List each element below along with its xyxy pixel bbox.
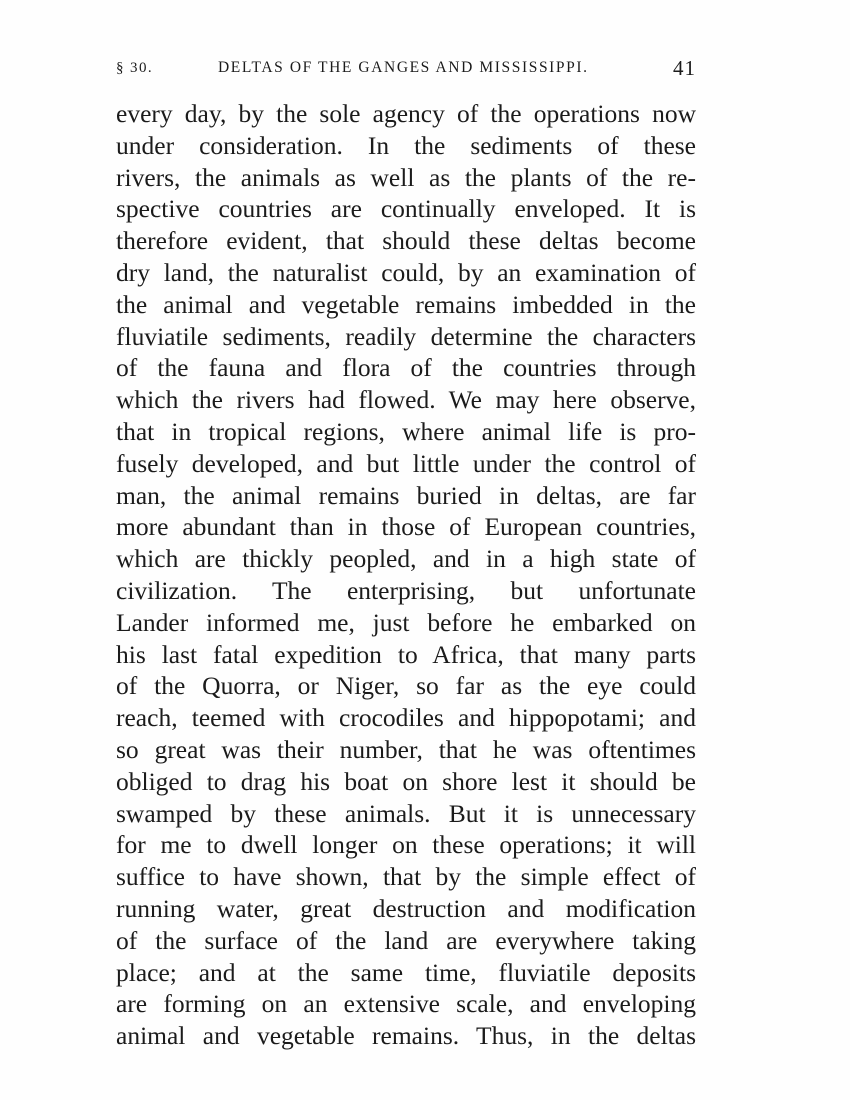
text-line: which are thickly peopled, and in a high state of bbox=[116, 544, 696, 574]
text-line: reach, teemed with crocodiles and hippopotami; and bbox=[116, 703, 696, 733]
text-line: swamped by these animals. But it is unnecessary bbox=[116, 798, 696, 828]
text-line: which the rivers had flowed. We may here observe, bbox=[116, 385, 696, 415]
text-line: of the fauna and flora of the countries through bbox=[116, 353, 696, 383]
text-line: place; and at the same time, fluviatile deposits bbox=[116, 957, 696, 987]
text-line: under consideration. In the sediments of these bbox=[116, 130, 696, 160]
text-line: rivers, the animals as well as the plants of the re- bbox=[116, 162, 696, 192]
text-line: more abundant than in those of European countries, bbox=[116, 512, 696, 542]
text-line: suffice to have shown, that by the simple effect of bbox=[116, 862, 696, 892]
text-line: of the surface of the land are everywhere taking bbox=[116, 925, 696, 955]
text-line: fluviatile sediments, readily determine the characters bbox=[116, 321, 696, 351]
text-line: for me to dwell longer on these operations; it will bbox=[116, 830, 696, 860]
running-title: DELTAS OF THE GANGES AND MISSISSIPPI. bbox=[218, 59, 589, 76]
body-text bbox=[116, 98, 696, 1052]
text-line: dry land, the naturalist could, by an examination of bbox=[116, 257, 696, 287]
text-line: that in tropical regions, where animal life is pro- bbox=[116, 416, 696, 446]
text-line: animal and vegetable remains. Thus, in the deltas bbox=[116, 1021, 696, 1051]
text-line: spective countries are continually enveloped. It is bbox=[116, 194, 696, 224]
text-line: the animal and vegetable remains imbedded in the bbox=[116, 289, 696, 319]
text-line: Lander informed me, just before he embarked on bbox=[116, 607, 696, 637]
text-line: civilization. The enterprising, but unfortunate bbox=[116, 575, 696, 605]
page-number: 41 bbox=[673, 56, 696, 80]
text-line: man, the animal remains buried in deltas, are far bbox=[116, 480, 696, 510]
text-line: running water, great destruction and modification bbox=[116, 893, 696, 923]
text-line: obliged to drag his boat on shore lest it should be bbox=[116, 766, 696, 796]
text-line: so great was their number, that he was oftentimes bbox=[116, 734, 696, 764]
text-line: fusely developed, and but little under the control of bbox=[116, 448, 696, 478]
text-line: his last fatal expedition to Africa, that many parts bbox=[116, 639, 696, 669]
text-line: therefore evident, that should these deltas become bbox=[116, 226, 696, 256]
running-header bbox=[116, 56, 696, 86]
text-line: are forming on an extensive scale, and enveloping bbox=[116, 989, 696, 1019]
text-line: of the Quorra, or Niger, so far as the eye could bbox=[116, 671, 696, 701]
section-number: § 30. bbox=[116, 60, 153, 76]
text-line: every day, by the sole agency of the operations now bbox=[116, 99, 696, 128]
